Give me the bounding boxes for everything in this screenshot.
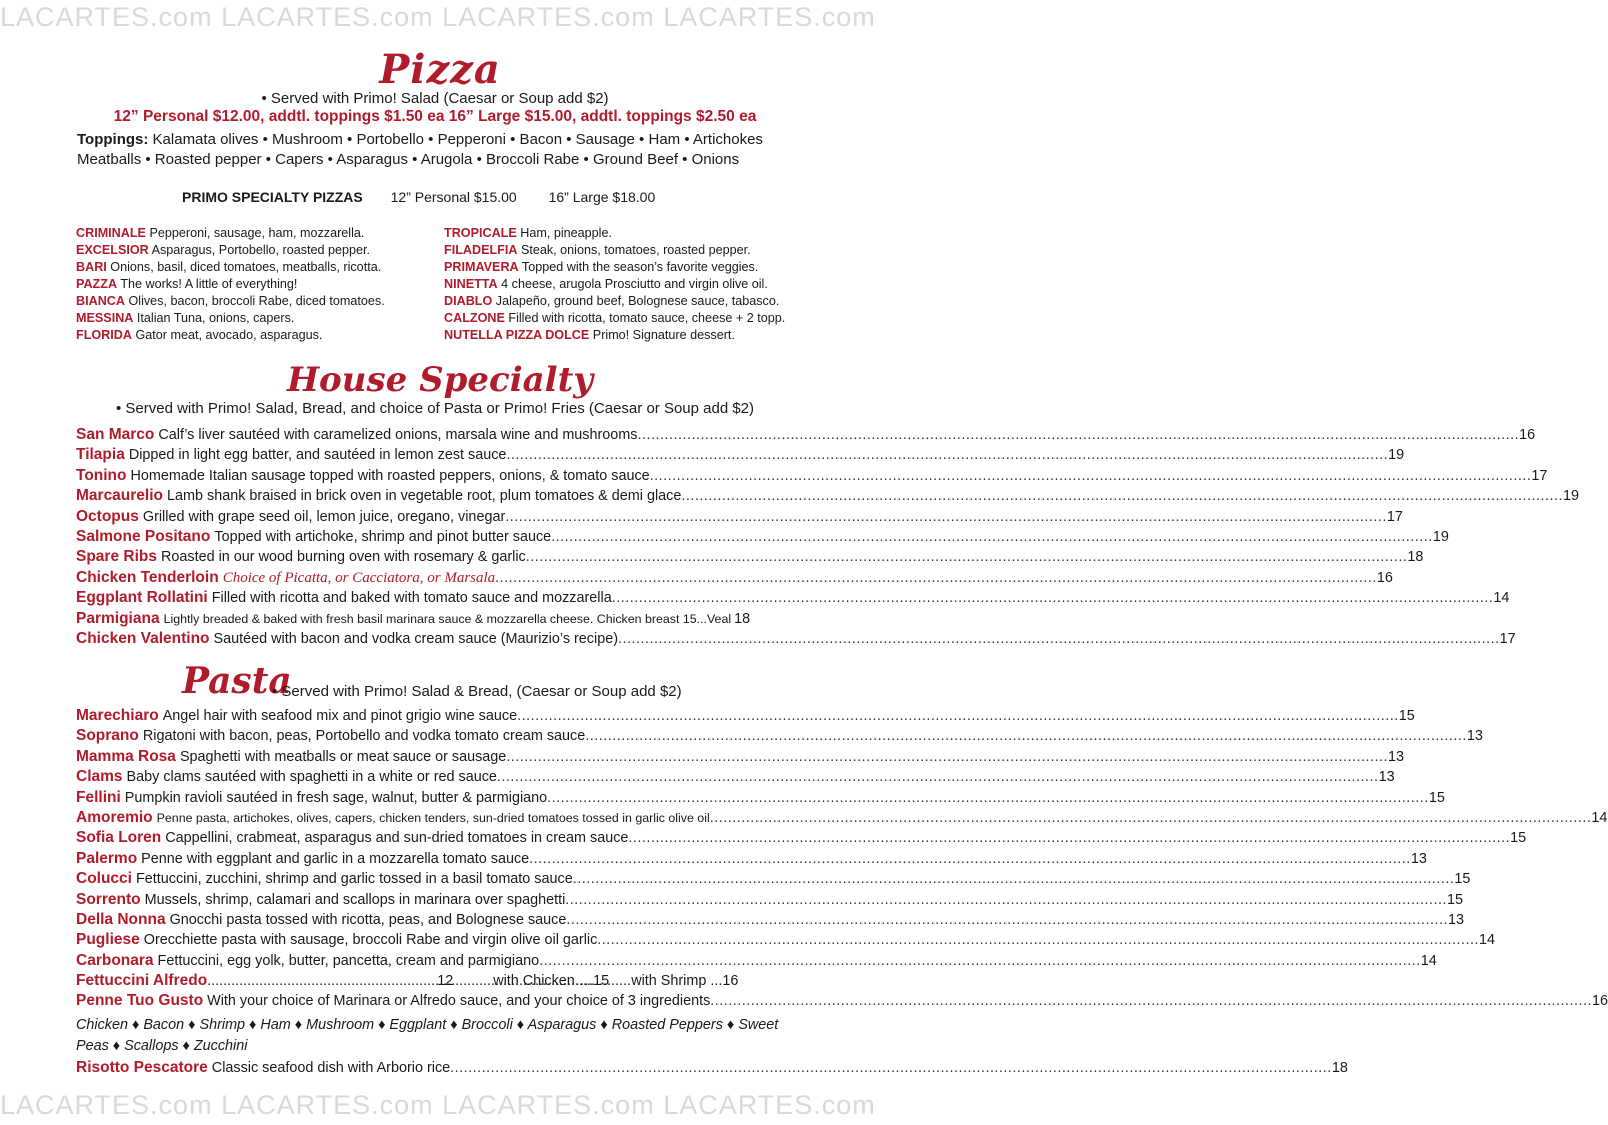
item-desc: Dipped in light egg batter, and sautéed in lemon zest sauce xyxy=(128,447,507,464)
item-price: 14 xyxy=(1478,932,1495,949)
pasta-section-title: Pasta xyxy=(182,660,292,702)
specialty-pizzas-left xyxy=(76,225,385,344)
item-price: 14 xyxy=(1493,590,1510,607)
menu-item xyxy=(76,548,1424,568)
item-desc: Homemade Italian sausage topped with roasted peppers, onions, & tomato sauce xyxy=(130,467,650,484)
item-name: Pugliese xyxy=(76,931,140,949)
house-served-note: • Served with Primo! Salad, Bread, and choice of Pasta or Primo! Fries (Caesar or Soup add $2) xyxy=(115,400,755,417)
item-name: Fellini xyxy=(76,788,121,806)
item-price: 13 xyxy=(1410,850,1427,867)
leader-dots xyxy=(585,728,1467,744)
item-name: Tilapia xyxy=(76,446,125,464)
item-price: 13 xyxy=(1387,748,1404,765)
item-desc: Topped with artichoke, shrimp and pinot butter sauce xyxy=(214,528,552,545)
list-item xyxy=(76,225,385,242)
leader-dots xyxy=(681,488,1563,504)
item-desc: With your choice of Marinara or Alfredo sauce, and your choice of 3 ingredients xyxy=(207,993,711,1010)
pizza-name: FILADELFIA xyxy=(444,243,518,257)
leader-dots xyxy=(526,549,1408,565)
pizza-name: BARI xyxy=(76,260,107,274)
item-name: Colucci xyxy=(76,870,132,888)
item-price: 15 xyxy=(1454,871,1471,888)
menu-item xyxy=(76,466,1548,487)
pizza-name: MESSINA xyxy=(76,311,134,325)
menu-item xyxy=(76,487,1580,507)
item-price: 15 xyxy=(1510,830,1527,847)
pizza-name: EXCELSIOR xyxy=(76,243,149,257)
list-item xyxy=(444,327,785,344)
list-item xyxy=(444,259,785,276)
item-name: Fettuccini Alfredo xyxy=(76,972,208,990)
leader-dots xyxy=(628,830,1510,846)
item-name: Spare Ribs xyxy=(76,548,157,566)
menu-item xyxy=(76,808,1608,829)
pasta-list xyxy=(76,707,1608,1013)
leader-dots xyxy=(497,769,1379,785)
list-item xyxy=(76,293,385,310)
menu-item-alfredo xyxy=(76,972,791,992)
item-name: Risotto Pescatore xyxy=(76,1059,208,1076)
pizza-name: CALZONE xyxy=(444,311,505,325)
leader-dots xyxy=(506,749,1388,765)
item-name: Penne Tuo Gusto xyxy=(76,992,204,1010)
menu-item xyxy=(76,707,1415,727)
house-specialty-list xyxy=(76,426,1580,650)
leader-dots xyxy=(597,932,1479,948)
alfredo-shrimp-price: with Shrimp ...16 xyxy=(631,973,739,990)
menu-item xyxy=(76,931,1495,951)
item-name: Della Nonna xyxy=(76,910,166,928)
pizza-desc: Italian Tuna, onions, capers. xyxy=(133,311,295,325)
item-desc: Roasted in our wood burning oven with rosemary & garlic xyxy=(160,549,526,566)
pizza-name: PRIMAVERA xyxy=(444,260,519,274)
item-price: 14 xyxy=(1591,809,1608,826)
leader-dots xyxy=(539,953,1421,969)
list-item xyxy=(444,225,785,242)
pasta-served-note: • Served with Primo! Salad & Bread, (Caesar or Soup add $2) xyxy=(272,683,682,700)
leader-dots xyxy=(710,810,1592,826)
tuo-gusto-ingredients: Chicken ♦ Bacon ♦ Shrimp ♦ Ham ♦ Mushroom ♦ Eggplant ♦ Broccoli ♦ Asparagus ♦ Roasted Peppers ♦ Sweet Peas ♦ Scallops ♦ Zucchini xyxy=(76,1017,779,1054)
item-name: Chicken Tenderloin xyxy=(76,568,219,586)
item-price: 14 xyxy=(1420,952,1437,969)
pizza-name: BIANCA xyxy=(76,294,125,308)
item-name: Chicken Valentino xyxy=(76,629,210,647)
item-price: 15 xyxy=(1428,789,1445,806)
item-price: 16 xyxy=(1591,993,1608,1010)
leader-dots xyxy=(710,993,1592,1009)
list-item xyxy=(76,327,385,344)
item-desc: Filled with ricotta and baked with tomato sauce and mozzarella xyxy=(211,590,612,607)
specialty-pizzas-header xyxy=(182,189,655,205)
pizza-name: PAZZA xyxy=(76,277,118,291)
specialty-pizzas-right xyxy=(444,225,785,344)
pizza-section-title: Pizza xyxy=(379,46,501,93)
item-desc: Calf’s liver sautéed with caramelized onions, marsala wine and mushrooms xyxy=(158,427,638,443)
leader-dots xyxy=(505,509,1387,525)
item-desc: Penne with eggplant and garlic in a mozzarella tomato sauce xyxy=(141,850,530,867)
menu-item xyxy=(76,507,1403,528)
pizza-name: DIABLO xyxy=(444,294,493,308)
item-name: Eggplant Rollatini xyxy=(76,589,208,607)
list-item xyxy=(444,310,785,327)
menu-item xyxy=(76,951,1437,972)
list-item xyxy=(76,259,385,276)
item-price: 17 xyxy=(1499,630,1516,647)
item-desc: Lightly breaded & baked with fresh basil marinara sauce & mozzarella cheese. Chicken breast 15...Veal xyxy=(163,611,732,626)
item-price: 17 xyxy=(1531,467,1548,484)
pizza-desc: Topped with the season’s favorite veggies. xyxy=(518,260,759,274)
item-desc: Pumpkin ravioli sautéed in fresh sage, walnut, butter & parmigiano xyxy=(124,789,548,806)
item-desc: Sautéed with bacon and vodka cream sauce (Maurizio’s recipe) xyxy=(213,630,618,647)
item-price: 16 xyxy=(1376,569,1393,586)
item-desc: Penne pasta, artichokes, olives, capers, chicken tenders, sun-dried tomatoes tossed in garlic olive oil xyxy=(156,810,710,825)
item-price: 17 xyxy=(1386,508,1403,525)
item-price: 18 xyxy=(734,610,751,627)
item-name: Salmone Positano xyxy=(76,527,211,545)
leader-dots xyxy=(573,871,1455,887)
leader-dots xyxy=(517,708,1399,724)
menu-item xyxy=(76,829,1527,849)
pizza-desc: The works! A little of everything! xyxy=(117,277,298,291)
leader-dots xyxy=(506,447,1388,463)
pizza-name: CRIMINALE xyxy=(76,226,146,240)
item-desc: Fettuccini, zucchini, shrimp and garlic tossed in a basil tomato sauce xyxy=(135,871,573,888)
specialty-personal-price: 12” Personal $15.00 xyxy=(390,189,517,205)
item-name: Carbonara xyxy=(76,951,154,969)
item-desc: Mussels, shrimp, calamari and scallops in marinara over spaghetti xyxy=(144,891,566,908)
list-item xyxy=(444,276,785,293)
item-name: Marechiaro xyxy=(76,707,159,724)
list-item xyxy=(76,310,385,327)
list-item xyxy=(444,293,785,310)
item-price: 19 xyxy=(1563,488,1580,505)
item-price: 15 xyxy=(1446,891,1463,908)
watermark-top: LACARTES.com LACARTES.com LACARTES.com LACARTES.com xyxy=(0,2,876,32)
menu-item xyxy=(76,1059,1348,1079)
item-desc: Baby clams sautéed with spaghetti in a white or red sauce xyxy=(126,769,497,786)
pizza-desc: Pepperoni, sausage, ham, mozzarella. xyxy=(145,226,365,240)
list-item xyxy=(76,276,385,293)
list-item xyxy=(76,242,385,259)
menu-item xyxy=(76,870,1471,890)
menu-item xyxy=(76,910,1465,931)
item-price: 16 xyxy=(1519,427,1536,443)
item-name: Soprano xyxy=(76,727,139,745)
item-name: Octopus xyxy=(76,507,139,525)
item-desc: Choice of Picatta, or Cacciatora, or Marsala xyxy=(222,569,496,586)
pizza-prices: 12” Personal $12.00, addtl. toppings $1.50 ea 16” Large $15.00, addtl. toppings $2.50 ea xyxy=(113,108,757,125)
item-price: 13 xyxy=(1448,911,1465,928)
item-desc: Spaghetti with meatballs or meat sauce or sausage xyxy=(179,748,507,765)
item-name: Mamma Rosa xyxy=(76,747,176,765)
risotto-row xyxy=(76,1059,1348,1079)
item-name: Amoremio xyxy=(76,808,153,826)
item-name: Marcaurelio xyxy=(76,487,164,505)
item-price: 15 xyxy=(1398,708,1415,724)
leader-dots xyxy=(207,973,437,989)
menu-item xyxy=(76,992,1608,1012)
item-desc: Grilled with grape seed oil, lemon juice, oregano, vinegar xyxy=(142,508,506,525)
item-price: 18 xyxy=(1407,549,1424,566)
menu-item xyxy=(76,747,1404,768)
leader-dots xyxy=(638,427,1520,443)
menu-item xyxy=(76,768,1395,788)
item-price: 13 xyxy=(1378,769,1395,786)
item-price: 18 xyxy=(1331,1060,1348,1076)
pizza-name: FLORIDA xyxy=(76,328,132,342)
pizza-name: NUTELLA PIZZA DOLCE xyxy=(444,328,590,342)
list-item xyxy=(444,242,785,259)
leader-dots xyxy=(495,570,1377,586)
item-name: Palermo xyxy=(76,849,138,867)
pizza-desc: Filled with ricotta, tomato sauce, cheese + 2 topp. xyxy=(504,311,786,325)
pizza-toppings xyxy=(77,130,797,170)
menu-item xyxy=(76,849,1427,870)
menu-item xyxy=(76,568,1393,589)
toppings-label: Toppings: xyxy=(77,131,149,148)
house-specialty-title: House Specialty xyxy=(286,360,594,400)
alfredo-price: 12 xyxy=(437,973,454,990)
item-desc: Rigatoni with bacon, peas, Portobello and vodka tomato cream sauce xyxy=(142,728,586,745)
item-name: Sofia Loren xyxy=(76,829,162,847)
pizza-name: NINETTA xyxy=(444,277,498,291)
item-desc: Cappellini, crabmeat, asparagus and sun-dried tomatoes in cream sauce xyxy=(165,830,629,847)
item-name: San Marco xyxy=(76,426,155,443)
leader-dots xyxy=(547,790,1429,806)
item-desc: Orecchiette pasta with sausage, broccoli Rabe and virgin olive oil garlic xyxy=(143,932,598,949)
leader-dots xyxy=(650,468,1532,484)
menu-item xyxy=(76,527,1449,548)
leader-dots xyxy=(450,1060,1332,1076)
item-price: 13 xyxy=(1466,728,1483,745)
pizza-name: TROPICALE xyxy=(444,226,517,240)
pizza-desc: Ham, pineapple. xyxy=(516,226,612,240)
pizza-desc: Asparagus, Portobello, roasted pepper. xyxy=(148,243,371,257)
menu-item xyxy=(76,589,1510,609)
pizza-served-note: • Served with Primo! Salad (Caesar or Soup add $2) xyxy=(261,90,609,107)
specialty-heading: PRIMO SPECIALTY PIZZAS xyxy=(182,189,363,205)
pizza-desc: Steak, onions, tomatoes, roasted pepper. xyxy=(517,243,751,257)
pizza-desc: Olives, bacon, broccoli Rabe, diced tomatoes. xyxy=(124,294,385,308)
item-desc: Angel hair with seafood mix and pinot grigio wine sauce xyxy=(162,708,518,724)
leader-dots xyxy=(551,529,1433,545)
leader-dots xyxy=(618,631,1500,647)
toppings-list: Kalamata olives • Mushroom • Portobello • Pepperoni • Bacon • Sausage • Ham • Artichokes Meatballs • Roasted pepper • Capers • Asparagus • Arugola • Broccoli Rabe • Ground Beef • Onions xyxy=(77,131,763,168)
menu-item xyxy=(76,890,1463,911)
pizza-desc: Gator meat, avocado, asparagus. xyxy=(131,328,323,342)
pizza-desc: 4 cheese, arugola Prosciutto and virgin olive oil. xyxy=(497,277,768,291)
item-name: Clams xyxy=(76,768,123,786)
leader-dots xyxy=(566,912,1448,928)
menu-item xyxy=(76,727,1483,747)
item-name: Tonino xyxy=(76,466,127,484)
watermark-bottom: LACARTES.com LACARTES.com LACARTES.com LACARTES.com xyxy=(0,1090,876,1120)
pizza-desc: Primo! Signature dessert. xyxy=(589,328,735,342)
menu-item xyxy=(76,629,1516,650)
item-price: 19 xyxy=(1388,447,1405,464)
item-desc: Lamb shank braised in brick oven in vegetable root, plum tomatoes & demi glace xyxy=(167,488,682,505)
pizza-desc: Jalapeño, ground beef, Bolognese sauce, tabasco. xyxy=(492,294,780,308)
item-price: 19 xyxy=(1432,528,1449,545)
specialty-large-price: 16” Large $18.00 xyxy=(548,189,656,205)
menu-item xyxy=(76,446,1405,466)
menu-item xyxy=(76,788,1445,809)
menu-item xyxy=(76,426,1536,446)
alfredo-chicken-price: with Chicken….15 xyxy=(493,973,610,990)
leader-dots xyxy=(565,892,1447,908)
item-name: Sorrento xyxy=(76,890,141,908)
item-name: Parmigiana xyxy=(76,609,160,627)
leader-dots xyxy=(529,851,1411,867)
item-desc: Classic seafood dish with Arborio rice xyxy=(211,1060,451,1076)
item-desc: Gnocchi pasta tossed with ricotta, peas, and Bolognese sauce xyxy=(169,911,567,928)
menu-item xyxy=(76,610,791,630)
item-desc: Fettuccini, egg yolk, butter, pancetta, cream and parmigiano xyxy=(157,952,540,969)
leader-dots xyxy=(612,590,1494,606)
pizza-desc: Onions, basil, diced tomatoes, meatballs, ricotta. xyxy=(106,260,382,274)
